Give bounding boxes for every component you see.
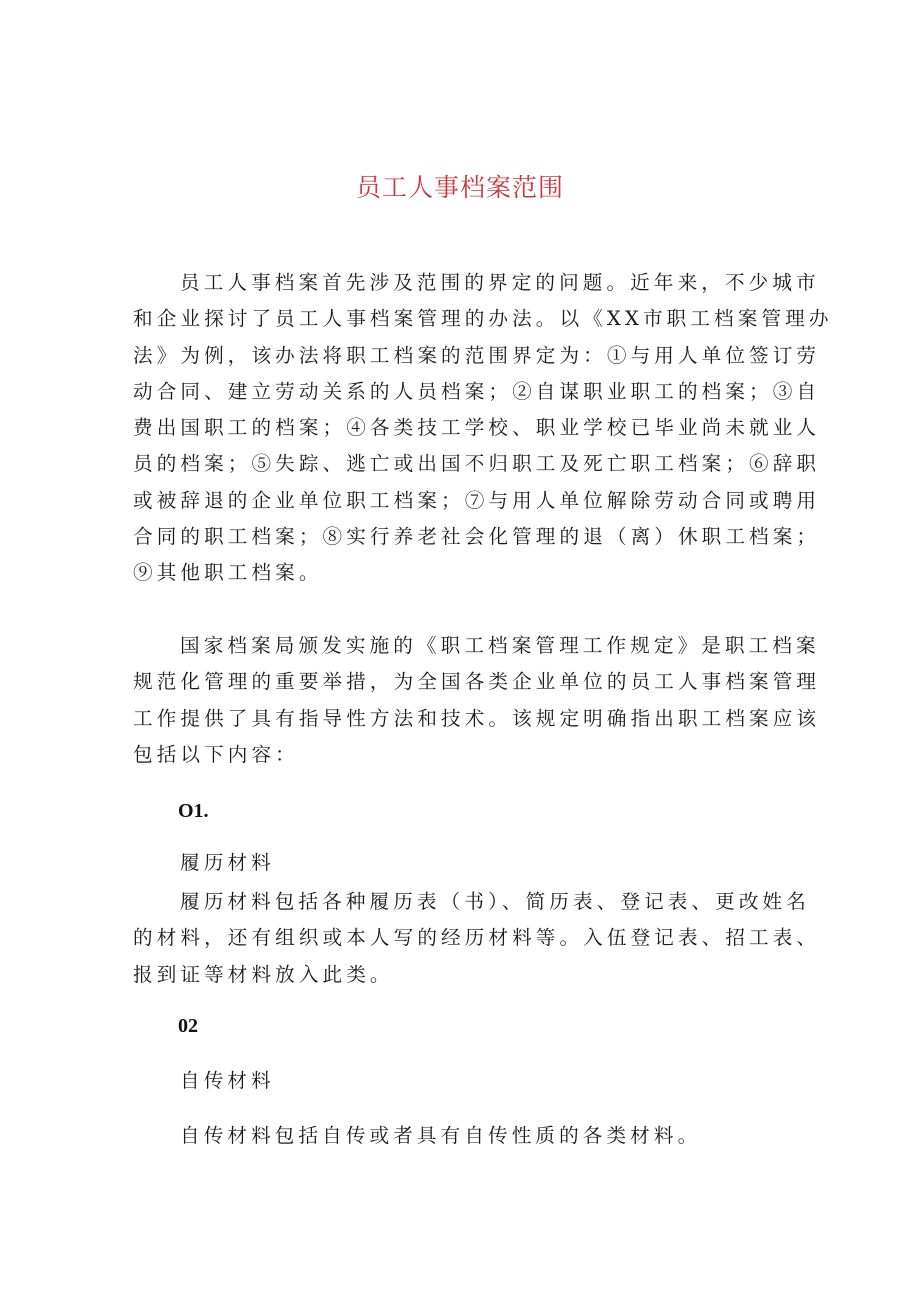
- text-line: 动合同、建立劳动关系的人员档案；②自谋职业职工的档案；③自: [133, 379, 821, 403]
- text-line: 法》为例，该办法将职工档案的范围界定为：①与用人单位签订劳: [133, 343, 821, 367]
- text-line: 包括以下内容：: [133, 742, 299, 766]
- paragraph-regulation: [133, 628, 821, 773]
- text-line: 员的档案；⑤失踪、逃亡或出国不归职工及死亡职工档案；⑥辞职: [133, 452, 821, 476]
- text-line: 费出国职工的档案；④各类技工学校、职业学校已毕业尚未就业人: [133, 416, 821, 440]
- section-heading-resume: 履历材料: [180, 851, 275, 874]
- text-line: ⑨其他职工档案。: [133, 561, 323, 585]
- section-body-resume: [133, 884, 821, 993]
- text-line: 合同的职工档案；⑧实行养老社会化管理的退（离）休职工档案；: [133, 525, 821, 549]
- text-line: 的材料，还有组织或本人写的经历材料等。入伍登记表、招工表、: [133, 926, 821, 950]
- text-line: 员工人事档案首先涉及范围的界定的问题。近年来，不少城市: [180, 271, 820, 294]
- section-heading-autobiography: 自传材料: [180, 1069, 275, 1092]
- section-number-02: 02: [178, 1015, 198, 1037]
- text-line: 和企业探讨了员工人事档案管理的办法。以《XX市职工档案管理办: [133, 307, 833, 331]
- paragraph-archive-scope: [133, 265, 833, 592]
- text-line: 工作提供了具有指导性方法和技术。该规定明确指出职工档案应该: [133, 706, 821, 730]
- text-line: 规范化管理的重要举措，为全国各类企业单位的员工人事档案管理: [133, 670, 821, 694]
- section-number-01: O1.: [178, 800, 209, 822]
- text-line: 履历材料包括各种履历表（书）、简历表、登记表、更改姓名: [180, 890, 810, 913]
- text-line: 报到证等材料放入此类。: [133, 962, 394, 986]
- document-title: 员工人事档案范围: [355, 173, 564, 202]
- section-body-autobiography: 自传材料包括自传或者具有自传性质的各类材料。: [180, 1124, 702, 1147]
- text-line: 或被辞退的企业单位职工档案；⑦与用人单位解除劳动合同或聘用: [133, 488, 821, 512]
- text-line: 国家档案局颁发实施的《职工档案管理工作规定》是职工档案: [180, 634, 820, 657]
